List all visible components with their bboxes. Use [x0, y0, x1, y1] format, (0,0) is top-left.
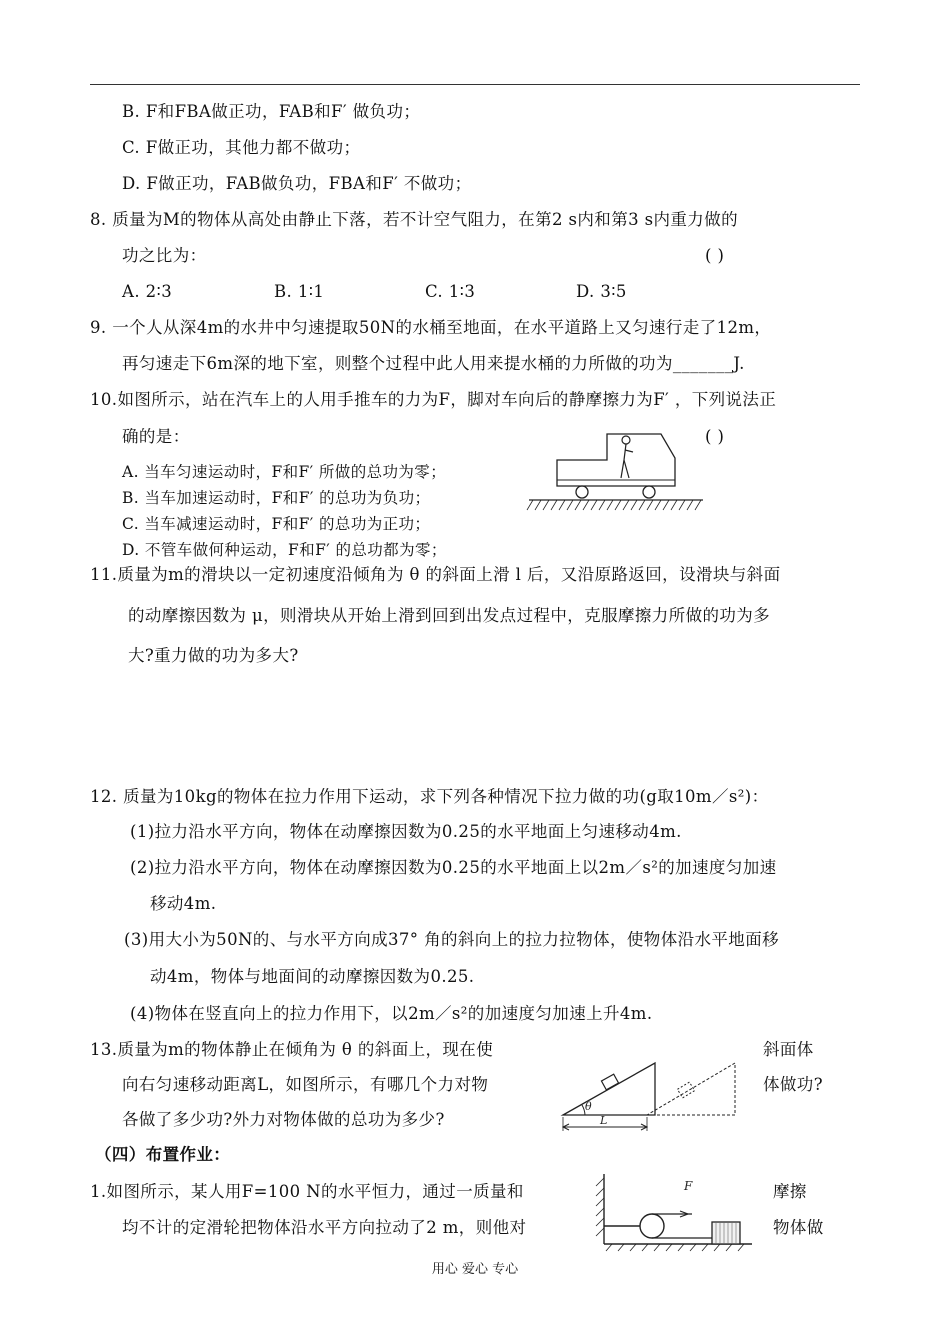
q8-option-d: D. 3∶5 — [576, 282, 627, 301]
pulley-figure — [592, 1170, 762, 1252]
q10-stem-cont: 确的是： — [122, 427, 190, 446]
q7-option-d: D. F做正功，FAB做负功，FBA和F′ 不做功； — [122, 174, 472, 193]
q8-answer-paren: ( ) — [705, 246, 725, 265]
q10-stem: 10.如图所示，站在汽车上的人用手推车的力为F，脚对车向后的静摩擦力为F′ ，下列说法正 — [90, 390, 777, 409]
q12-part3-cont: 动4m，物体与地面间的动摩擦因数为0.25. — [150, 967, 475, 986]
q13-stem-right: 斜面体 — [763, 1040, 814, 1059]
q12-part2: (2)拉力沿水平方向，物体在动摩擦因数为0.25的水平地面上以2m／s²的加速度匀加速 — [130, 858, 777, 877]
q8-stem-cont: 功之比为： — [122, 246, 207, 265]
q9-stem-cont: 再匀速走下6m深的地下室，则整个过程中此人用来提水桶的力所做的功为_______J. — [122, 354, 745, 373]
q8-option-a: A. 2∶3 — [122, 282, 173, 301]
q10-option-a: A. 当车匀速运动时，F和F′ 所做的总功为零； — [122, 463, 447, 481]
q12-part2-cont: 移动4m. — [150, 894, 217, 913]
q8-option-b: B. 1∶1 — [274, 282, 325, 301]
section-homework-title: （四）布置作业： — [95, 1145, 231, 1164]
q10-option-d: D. 不管车做何种运动，F和F′ 的总功都为零； — [122, 541, 447, 559]
q13-stem-cont2: 各做了多少功?外力对物体做的总功为多少? — [122, 1110, 445, 1129]
q7-option-b: B. F和FBA做正功，FAB和F′ 做负功； — [122, 102, 421, 121]
q8-option-c: C. 1∶3 — [425, 282, 476, 301]
q7-option-c: C. F做正功，其他力都不做功； — [122, 138, 361, 157]
truck-figure — [525, 430, 705, 516]
q9-stem: 9. 一个人从深4m的水井中匀速提取50N的水桶至地面，在水平道路上又匀速行走了12m， — [90, 318, 772, 337]
q12-part3: (3)用大小为50N的、与水平方向成37° 角的斜向上的拉力拉物体，使物体沿水平地面移 — [124, 930, 779, 949]
hw1-stem-right: 摩擦 — [773, 1182, 807, 1201]
q12-stem: 12. 质量为10kg的物体在拉力作用下运动，求下列各种情况下拉力做的功(g取10m／s²)： — [90, 787, 769, 806]
q13-stem-right2: 体做功? — [763, 1075, 823, 1094]
q12-part1: (1)拉力沿水平方向，物体在动摩擦因数为0.25的水平地面上匀速移动4m. — [130, 822, 682, 841]
hw1-stem: 1.如图所示，某人用F=100 N的水平恒力，通过一质量和 — [90, 1182, 524, 1201]
header-rule — [90, 84, 860, 85]
q10-option-c: C. 当车减速运动时，F和F′ 的总功为正功； — [122, 515, 431, 533]
q12-part4: (4)物体在竖直向上的拉力作用下，以2m／s²的加速度匀加速上升4m. — [130, 1004, 653, 1023]
q11-stem: 11.质量为m的滑块以一定初速度沿倾角为 θ 的斜面上滑 l 后，又沿原路返回，设滑块与斜面 — [90, 565, 781, 584]
hw1-stem-cont: 均不计的定滑轮把物体沿水平方向拉动了2 m，则他对 — [122, 1218, 527, 1237]
pulley-F-label: F — [684, 1179, 693, 1193]
incline-L-label: L — [600, 1114, 608, 1127]
q10-answer-paren: ( ) — [705, 427, 725, 446]
q8-stem: 8. 质量为M的物体从高处由静止下落，若不计空气阻力，在第2 s内和第3 s内重力做的 — [90, 210, 739, 229]
q13-stem: 13.质量为m的物体静止在倾角为 θ 的斜面上，现在使 — [90, 1040, 494, 1059]
q11-stem-cont: 的动摩擦因数为 μ，则滑块从开始上滑到回到出发点过程中，克服摩擦力所做的功为多 — [128, 606, 771, 625]
q11-stem-cont2: 大?重力做的功为多大? — [128, 646, 299, 665]
incline-theta-label: θ — [585, 1100, 592, 1113]
hw1-stem-right2: 物体做 — [773, 1218, 824, 1237]
incline-figure — [555, 1055, 755, 1135]
q13-stem-cont: 向右匀速移动距离L，如图所示，有哪几个力对物 — [122, 1075, 489, 1094]
q10-option-b: B. 当车加速运动时，F和F′ 的总功为负功； — [122, 489, 431, 507]
page-footer: 用心 爱心 专心 — [431, 1262, 519, 1277]
